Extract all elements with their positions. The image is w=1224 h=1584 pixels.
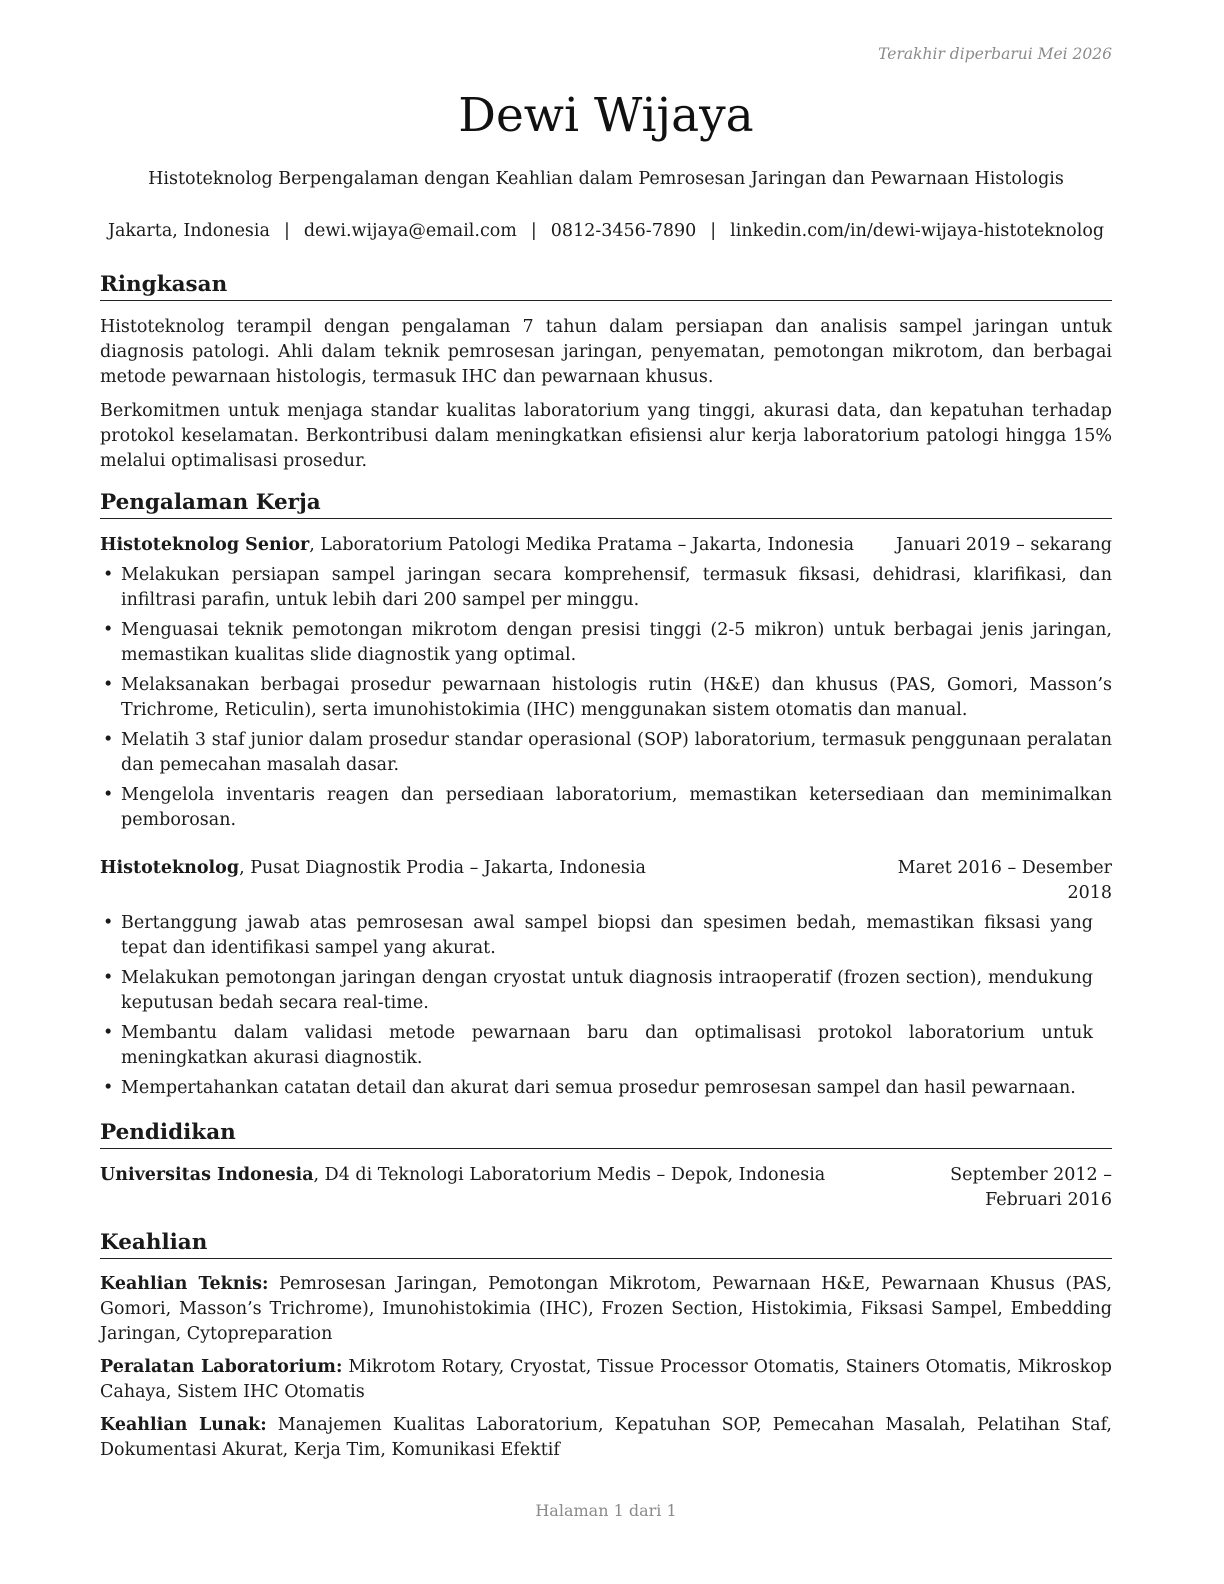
contact-separator: | — [710, 221, 717, 241]
education-dates: September 2012 – Februari 2016 — [950, 1165, 1112, 1210]
job-organization: , Pusat Diagnostik Prodia – Jakarta, Indonesia — [239, 858, 646, 878]
list-item-text: Melakukan pemotongan jaringan dengan cryostat untuk diagnosis intraoperatif (frozen section), mendukung keputusan bedah secara real-time. — [121, 968, 1093, 1013]
skill-group-label: Peralatan Laboratorium: — [100, 1357, 343, 1377]
list-item-text: Bertanggung jawab atas pemrosesan awal sampel biopsi dan spesimen bedah, memastikan fiksasi yang tepat dan identifikasi sampel yang akurat. — [121, 913, 1093, 958]
contact-line — [100, 219, 1112, 243]
list-item-text: Mengelola inventaris reagen dan persediaan laboratorium, memastikan ketersediaan dan meminimalkan pemborosan. — [121, 785, 1112, 830]
skill-group-label: Keahlian Teknis: — [100, 1274, 269, 1294]
summary-paragraph: Berkomitmen untuk menjaga standar kualitas laboratorium yang tinggi, akurasi data, dan kepatuhan terhadap protokol keselamatan. Berkontribusi dalam meningkatkan efisiensi alur kerja laboratorium patologi hingga 15% melalui optimalisasi prosedur. — [100, 401, 1112, 471]
job-organization: , Laboratorium Patologi Medika Pratama – Jakarta, Indonesia — [309, 535, 855, 555]
skill-group — [100, 1413, 1112, 1463]
education-entry — [100, 1163, 1112, 1210]
contact-separator: | — [530, 221, 537, 241]
list-item-text: Menguasai teknik pemotongan mikrotom dengan presisi tinggi (2-5 mikron) untuk berbagai jenis jaringan, memastikan kualitas slide diagnostik yang optimal. — [121, 620, 1112, 665]
section-title-summary: Ringkasan — [100, 271, 1112, 301]
contact-location: Jakarta, Indonesia — [107, 221, 270, 241]
list-item — [100, 911, 1093, 961]
last-updated-note: Terakhir diperbarui Mei 2026 — [878, 45, 1112, 63]
skill-group-text: Pemrosesan Jaringan, Pemotongan Mikrotom, Pewarnaan H&E, Pewarnaan Khusus (PAS, Gomori, Masson’s Trichrome), Imunohistokimia (IHC), Frozen Section, Histokimia, Fiksasi Sampel, Embedding Jaringan, Cytopreparation — [100, 1274, 1112, 1344]
job-bullet-list — [100, 911, 1093, 1106]
list-item-text: Melaksanakan berbagai prosedur pewarnaan histologis rutin (H&E) dan khusus (PAS, Gomori, Masson’s Trichrome, Reticulin), serta imunohistokimia (IHC) menggunakan sistem otomatis dan manual. — [121, 675, 1112, 720]
job-role: Histoteknolog Senior — [100, 535, 310, 555]
skill-group-text: Mikrotom Rotary, Cryostat, Tissue Processor Otomatis, Stainers Otomatis, Mikroskop Cahaya, Sistem IHC Otomatis — [100, 1357, 1113, 1402]
job-bullet-list — [100, 563, 1112, 838]
job-title-line — [100, 856, 646, 881]
section-title-education: Pendidikan — [100, 1119, 1112, 1149]
skill-group-text: Manajemen Kualitas Laboratorium, Kepatuhan SOP, Pemecahan Masalah, Pelatihan Staf, Dokumentasi Akurat, Kerja Tim, Komunikasi Efektif — [100, 1415, 1112, 1460]
list-item — [100, 728, 1112, 778]
job-dates: Maret 2016 – Desember 2018 — [897, 858, 1112, 903]
bullet-icon: • — [103, 730, 114, 750]
summary-paragraph: Histoteknolog terampil dengan pengalaman 7 tahun dalam persiapan dan analisis sampel jaringan untuk diagnosis patologi. Ahli dalam teknik pemrosesan jaringan, penyematan, pemotongan mikrotom, dan berbagai metode pewarnaan histologis, termasuk IHC dan pewarnaan khusus. — [100, 317, 1112, 387]
education-line — [100, 1163, 825, 1188]
job-title-line — [100, 533, 854, 558]
list-item — [100, 1021, 1093, 1071]
bullet-icon: • — [103, 620, 114, 640]
bullet-icon: • — [103, 913, 114, 933]
job-header — [100, 856, 1112, 903]
list-item — [100, 966, 1093, 1016]
section-title-experience: Pengalaman Kerja — [100, 489, 1112, 519]
list-item — [100, 563, 1112, 613]
contact-separator: | — [283, 221, 290, 241]
section-title-skills: Keahlian — [100, 1229, 1112, 1259]
bullet-icon: • — [103, 968, 114, 988]
bullet-icon: • — [103, 1078, 114, 1098]
job-header — [100, 533, 1112, 558]
list-item-text: Mempertahankan catatan detail dan akurat dari semua prosedur pemrosesan sampel dan hasil pewarnaan. — [121, 1078, 1076, 1098]
list-item — [100, 673, 1112, 723]
list-item — [100, 783, 1112, 833]
skill-group-label: Keahlian Lunak: — [100, 1415, 267, 1435]
page-number: Halaman 1 dari 1 — [535, 1501, 677, 1520]
bullet-icon: • — [103, 1023, 114, 1043]
candidate-name: Dewi Wijaya — [458, 88, 754, 143]
skill-group — [100, 1355, 1112, 1405]
list-item-text: Melakukan persiapan sampel jaringan secara komprehensif, termasuk fiksasi, dehidrasi, klarifikasi, dan infiltrasi parafin, untuk lebih dari 200 sampel per minggu. — [121, 565, 1112, 610]
skill-group — [100, 1272, 1112, 1347]
list-item-text: Melatih 3 staf junior dalam prosedur standar operasional (SOP) laboratorium, termasuk penggunaan peralatan dan pemecahan masalah dasar. — [121, 730, 1112, 775]
contact-linkedin[interactable]: linkedin.com/in/dewi-wijaya-histoteknolog — [730, 221, 1105, 241]
education-degree: , D4 di Teknologi Laboratorium Medis – Depok, Indonesia — [313, 1165, 826, 1185]
headline: Histoteknolog Berpengalaman dengan Keahlian dalam Pemrosesan Jaringan dan Pewarnaan Histologis — [148, 169, 1064, 189]
skills-list — [100, 1272, 1112, 1471]
list-item — [100, 1076, 1093, 1101]
contact-phone[interactable]: 0812-3456-7890 — [550, 221, 697, 241]
list-item — [100, 618, 1112, 668]
job-dates: Januari 2019 – sekarang — [895, 535, 1112, 555]
education-school: Universitas Indonesia — [100, 1165, 314, 1185]
bullet-icon: • — [103, 565, 114, 585]
list-item-text: Membantu dalam validasi metode pewarnaan baru dan optimalisasi protokol laboratorium untuk meningkatkan akurasi diagnostik. — [121, 1023, 1093, 1068]
bullet-icon: • — [103, 675, 114, 695]
bullet-icon: • — [103, 785, 114, 805]
contact-email[interactable]: dewi.wijaya@email.com — [303, 221, 517, 241]
job-role: Histoteknolog — [100, 858, 240, 878]
